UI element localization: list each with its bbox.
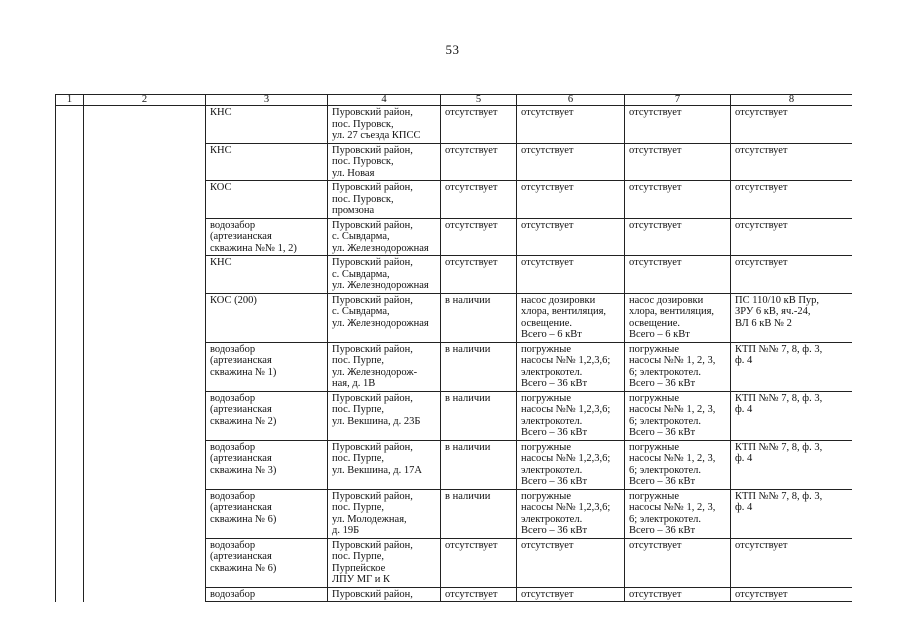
cell-text-line: отсутствует [629,588,682,600]
cell-consumers [625,440,731,489]
cell-text-line: ная, д. 1В [332,378,376,389]
cell-text-line: отсутствует [521,107,574,118]
cell-col-2 [84,293,206,342]
cell-text-line: отсутствует [445,182,498,193]
cell-text-line: ф. 4 [735,404,753,415]
cell-col-1 [56,106,84,144]
cell-text-line: отсутствует [735,182,788,193]
cell-text-line: освещение. [521,317,572,329]
cell-text-line: отсутствует [735,539,788,551]
cell-text-line: отсутствует [521,588,574,600]
cell-text-line: ул. Железнодорож- [332,366,418,378]
cell-text-line: Всего – 36 кВт [521,476,588,487]
cell-text-line: КТП №№ 7, 8, ф. 3, [735,343,823,355]
cell-col-1 [56,489,84,538]
cell-text-line: ул. Железнодорожная [332,242,429,254]
header-row [56,95,853,106]
cell-address [328,181,441,219]
cell-text-line: ул. 27 съезда КПСС [332,130,421,141]
cell-consumers [625,106,731,144]
table-row [56,489,853,538]
cell-power-source [731,440,853,489]
cell-consumers [625,143,731,181]
cell-col-2 [84,218,206,256]
cell-text-line: пос. Пурпе, [332,551,385,562]
cell-text-line: промзона [332,205,375,216]
cell-text-line: пос. Пуровск, [332,118,394,130]
cell-address [328,440,441,489]
cell-text-line: насосы №№ 1,2,3,6; [521,502,611,513]
cell-text-line: скважина № 1) [210,366,277,378]
cell-text-line: 6; электрокотел. [629,366,701,378]
cell-text-line: насосы №№ 1, 2, 3, [629,453,716,464]
cell-facility [206,538,328,587]
cell-text-line: отсутствует [629,539,682,551]
cell-address [328,587,441,602]
cell-text-line: отсутствует [629,257,682,268]
cell-col-2 [84,181,206,219]
cell-text-line: Пуровский район, [332,392,413,404]
cell-text-line: насосы №№ 1, 2, 3, [629,355,716,366]
cell-col-2 [84,143,206,181]
cell-text-line: ВЛ 6 кВ № 2 [735,317,792,329]
header-col-6: 6 [517,95,625,106]
cell-availability [441,143,517,181]
cell-text-line: д. 19Б [332,525,360,536]
cell-text-line: насосы №№ 1,2,3,6; [521,453,611,464]
cell-facility [206,440,328,489]
cell-equipment [517,391,625,440]
cell-text-line: ЛПУ МГ и К [332,574,391,585]
header-col-8: 8 [731,95,853,106]
cell-text-line: насосы №№ 1,2,3,6; [521,404,611,415]
cell-equipment [517,293,625,342]
cell-text-line: электрокотел. [521,415,583,427]
cell-text-line: насос дозировки [629,294,704,306]
cell-text-line: погружные [521,441,571,453]
cell-text-line: насос дозировки [521,294,596,306]
cell-text-line: отсутствует [735,588,788,600]
cell-text-line: скважина № 2) [210,415,277,427]
cell-text-line: Пуровский район, [332,588,413,600]
cell-text-line: Пуровский район, [332,343,413,355]
cell-text-line: отсутствует [735,257,788,268]
cell-text-line: ул. Железнодорожная [332,317,429,329]
cell-address [328,538,441,587]
cell-text-line: КНС [210,257,232,268]
facilities-table [55,94,852,602]
cell-equipment [517,143,625,181]
cell-facility [206,587,328,602]
cell-power-source [731,143,853,181]
cell-address [328,106,441,144]
cell-facility [206,293,328,342]
cell-text-line: водозабор [210,219,256,231]
cell-col-1 [56,143,84,181]
cell-text-line: насосы №№ 1, 2, 3, [629,404,716,415]
table-row [56,293,853,342]
cell-text-line: КТП №№ 7, 8, ф. 3, [735,490,823,502]
cell-text-line: хлора, вентиляция, [521,306,607,317]
cell-text-line: Пуровский район, [332,182,413,193]
cell-text-line: КОС (200) [210,294,257,306]
cell-text-line: отсутствует [629,144,682,156]
cell-facility [206,489,328,538]
cell-text-line: КНС [210,144,232,156]
cell-power-source [731,342,853,391]
cell-text-line: отсутствует [521,539,574,551]
cell-text-line: скважина № 3) [210,464,277,476]
cell-text-line: отсутствует [521,144,574,156]
cell-power-source [731,293,853,342]
cell-text-line: хлора, вентиляция, [629,306,715,317]
cell-availability [441,106,517,144]
cell-facility [206,143,328,181]
cell-text-line: отсутствует [445,588,498,600]
cell-text-line: скважина № 6) [210,513,277,525]
cell-col-2 [84,106,206,144]
cell-text-line: пос. Пурпе, [332,404,385,415]
cell-power-source [731,256,853,294]
cell-equipment [517,538,625,587]
cell-power-source [731,218,853,256]
cell-text-line: ул. Железнодорожная [332,280,429,291]
table-row [56,342,853,391]
cell-availability [441,587,517,602]
cell-text-line: погружные [629,490,679,502]
cell-text-line: в наличии [445,392,491,404]
table-row [56,143,853,181]
table-row [56,587,853,602]
cell-text-line: ЗРУ 6 кВ, яч.-24, [735,306,811,317]
cell-text-line: пос. Пурпе, [332,355,385,366]
table-row [56,538,853,587]
cell-text-line: отсутствует [521,182,574,193]
cell-availability [441,218,517,256]
cell-text-line: электрокотел. [521,513,583,525]
cell-text-line: Пуровский район, [332,294,413,306]
cell-text-line: Пуровский район, [332,107,413,118]
cell-text-line: отсутствует [445,257,498,268]
cell-power-source [731,106,853,144]
cell-equipment [517,342,625,391]
cell-availability [441,181,517,219]
cell-text-line: 6; электрокотел. [629,415,701,427]
cell-text-line: (артезианская [210,355,272,366]
cell-text-line: скважина №№ 1, 2) [210,242,297,254]
cell-text-line: КТП №№ 7, 8, ф. 3, [735,441,823,453]
cell-text-line: отсутствует [521,257,574,268]
cell-text-line: Всего – 36 кВт [629,525,696,536]
cell-availability [441,489,517,538]
cell-text-line: Всего – 36 кВт [629,427,696,438]
cell-text-line: Пуровский район, [332,441,413,453]
cell-text-line: отсутствует [735,144,788,156]
cell-text-line: с. Сывдарма, [332,268,390,280]
header-col-1: 1 [56,95,84,106]
header-col-5: 5 [441,95,517,106]
cell-consumers [625,391,731,440]
cell-col-2 [84,538,206,587]
cell-text-line: отсутствует [445,539,498,551]
cell-address [328,391,441,440]
cell-text-line: скважина № 6) [210,562,277,574]
cell-col-1 [56,538,84,587]
cell-text-line: (артезианская [210,404,272,415]
page-number: 53 [445,42,460,57]
header-col-7: 7 [625,95,731,106]
cell-text-line: насосы №№ 1, 2, 3, [629,502,716,513]
cell-text-line: отсутствует [445,144,498,156]
cell-text-line: КТП №№ 7, 8, ф. 3, [735,392,823,404]
cell-text-line: освещение. [629,317,680,329]
cell-text-line: Всего – 36 кВт [521,525,588,536]
cell-col-1 [56,391,84,440]
header-col-3: 3 [206,95,328,106]
cell-text-line: Всего – 36 кВт [629,476,696,487]
table-row [56,256,853,294]
cell-text-line: Пуровский район, [332,490,413,502]
cell-col-1 [56,218,84,256]
header-col-2: 2 [84,95,206,106]
cell-consumers [625,218,731,256]
cell-text-line: пос. Пуровск, [332,156,394,167]
cell-text-line: 6; электрокотел. [629,464,701,476]
cell-text-line: Всего – 6 кВт [629,329,690,340]
cell-text-line: водозабор [210,441,256,453]
cell-col-2 [84,256,206,294]
cell-equipment [517,218,625,256]
cell-text-line: (артезианская [210,231,272,242]
cell-facility [206,256,328,294]
cell-text-line: водозабор [210,588,256,600]
cell-availability [441,538,517,587]
cell-col-1 [56,587,84,602]
cell-text-line: электрокотел. [521,464,583,476]
cell-address [328,342,441,391]
cell-equipment [517,256,625,294]
table-body [56,106,853,602]
cell-col-1 [56,181,84,219]
cell-text-line: Пуровский район, [332,539,413,551]
cell-text-line: отсутствует [735,219,788,231]
cell-text-line: отсутствует [629,107,682,118]
cell-power-source [731,587,853,602]
cell-text-line: водозабор [210,343,256,355]
cell-text-line: ул. Векшина, д. 23Б [332,415,421,427]
cell-text-line: ул. Векшина, д. 17А [332,464,422,476]
cell-text-line: в наличии [445,441,491,453]
cell-availability [441,391,517,440]
cell-text-line: погружные [629,392,679,404]
cell-text-line: ф. 4 [735,355,753,366]
cell-text-line: в наличии [445,343,491,355]
cell-text-line: отсутствует [521,219,574,231]
cell-text-line: электрокотел. [521,366,583,378]
cell-text-line: погружные [629,441,679,453]
cell-text-line: Пуровский район, [332,144,413,156]
cell-facility [206,391,328,440]
cell-text-line: погружные [521,392,571,404]
cell-text-line: погружные [521,343,571,355]
cell-text-line: отсутствует [445,219,498,231]
cell-address [328,218,441,256]
cell-col-2 [84,342,206,391]
cell-text-line: погружные [629,343,679,355]
cell-availability [441,342,517,391]
cell-text-line: водозабор [210,392,256,404]
cell-text-line: водозабор [210,539,256,551]
cell-text-line: ул. Новая [332,167,375,179]
header-col-4: 4 [328,95,441,106]
cell-text-line: КНС [210,107,232,118]
cell-text-line: Всего – 6 кВт [521,329,582,340]
cell-text-line: с. Сывдарма, [332,306,390,317]
cell-address [328,256,441,294]
table-row [56,181,853,219]
cell-text-line: Пуровский район, [332,257,413,268]
cell-equipment [517,587,625,602]
cell-facility [206,342,328,391]
table-row [56,440,853,489]
cell-address [328,489,441,538]
cell-equipment [517,489,625,538]
cell-power-source [731,538,853,587]
cell-text-line: отсутствует [629,219,682,231]
cell-availability [441,440,517,489]
cell-col-1 [56,342,84,391]
cell-text-line: 6; электрокотел. [629,513,701,525]
cell-text-line: ф. 4 [735,453,753,464]
cell-consumers [625,587,731,602]
cell-text-line: Пурпейское [332,562,386,574]
cell-text-line: отсутствует [735,107,788,118]
cell-col-2 [84,391,206,440]
table-row [56,106,853,144]
cell-consumers [625,342,731,391]
cell-text-line: Всего – 36 кВт [521,378,588,389]
table-row [56,218,853,256]
cell-col-1 [56,256,84,294]
cell-text-line: ПС 110/10 кВ Пур, [735,294,820,306]
table-container [55,94,852,640]
cell-text-line: (артезианская [210,453,272,464]
cell-col-1 [56,293,84,342]
cell-col-2 [84,587,206,602]
table-row [56,391,853,440]
cell-text-line: Всего – 36 кВт [629,378,696,389]
cell-address [328,293,441,342]
cell-consumers [625,538,731,587]
cell-col-2 [84,489,206,538]
cell-text-line: пос. Пуровск, [332,193,394,205]
cell-availability [441,293,517,342]
cell-consumers [625,293,731,342]
cell-text-line: (артезианская [210,502,272,513]
cell-text-line: пос. Пурпе, [332,453,385,464]
cell-text-line: в наличии [445,294,491,306]
cell-power-source [731,181,853,219]
cell-text-line: (артезианская [210,551,272,562]
cell-facility [206,181,328,219]
cell-col-1 [56,440,84,489]
cell-consumers [625,256,731,294]
cell-availability [441,256,517,294]
cell-equipment [517,440,625,489]
cell-consumers [625,181,731,219]
cell-facility [206,106,328,144]
cell-text-line: КОС [210,182,232,193]
cell-text-line: отсутствует [445,107,498,118]
cell-text-line: с. Сывдарма, [332,231,390,242]
cell-text-line: ф. 4 [735,502,753,513]
cell-text-line: Всего – 36 кВт [521,427,588,438]
cell-text-line: погружные [521,490,571,502]
cell-power-source [731,391,853,440]
cell-col-2 [84,440,206,489]
cell-equipment [517,106,625,144]
cell-text-line: пос. Пурпе, [332,502,385,513]
cell-power-source [731,489,853,538]
cell-text-line: отсутствует [629,182,682,193]
cell-text-line: насосы №№ 1,2,3,6; [521,355,611,366]
cell-address [328,143,441,181]
cell-facility [206,218,328,256]
cell-text-line: в наличии [445,490,491,502]
cell-text-line: Пуровский район, [332,219,413,231]
cell-equipment [517,181,625,219]
cell-consumers [625,489,731,538]
cell-text-line: водозабор [210,490,256,502]
cell-text-line: ул. Молодежная, [332,513,407,525]
